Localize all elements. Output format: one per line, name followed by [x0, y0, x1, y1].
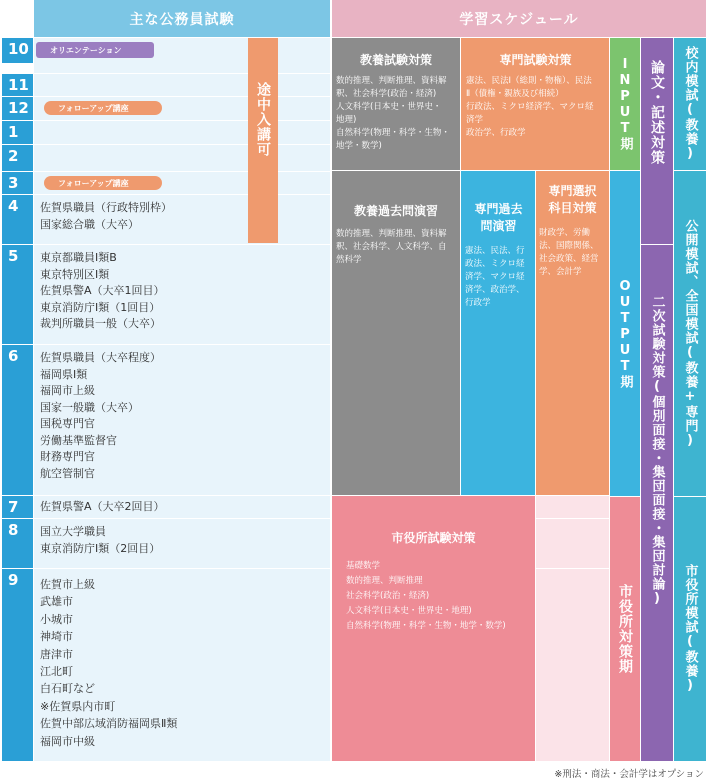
month-7: 7 [2, 496, 33, 518]
footnote: ※刑法・商法・会計学はオプション [554, 769, 704, 780]
month-11: 11 [2, 74, 33, 96]
kyoyo-kako-line: 釈、社会科学、人文科学、自 [336, 242, 447, 252]
kokai-moshi: 公開模試、全国模試(教養+専門) [674, 171, 706, 496]
exam-item: 福岡市中級 [40, 734, 95, 748]
exam-cell-9 [34, 569, 330, 761]
month-1: 1 [2, 121, 33, 144]
input-period: INPUT期 [610, 38, 640, 170]
exam-item: 佐賀県職員（行政特別枠） [40, 201, 172, 214]
senmon-kako-line: 政法、ミクロ経 [465, 259, 525, 269]
month-3: 3 [2, 172, 33, 194]
shiyakusho-title: 市役所試験対策 [391, 531, 476, 545]
senmon-line: 政治学、行政学 [466, 128, 526, 138]
senmon-line: 行政法、ミクロ経済学、マクロ経 [466, 102, 594, 112]
kyoyo-line: 人文科学(日本史・世界史・ [336, 102, 442, 112]
month-2: 2 [2, 145, 33, 171]
row-line [536, 568, 609, 569]
month-6: 6 [2, 345, 33, 495]
exam-item: 国家総合職（大卒） [40, 217, 139, 231]
exam-item: 武雄市 [40, 595, 73, 609]
kyoyo-line: 釈、社会科学(政治・経済) [336, 89, 437, 99]
row-line [536, 518, 609, 519]
header-exams: 主な公務員試験 [34, 0, 330, 37]
followup-bar-1: フォローアップ講座 [44, 101, 162, 115]
senmon-sentaku-title-2: 科目対策 [548, 201, 597, 215]
exam-item: 航空管制官 [40, 466, 95, 480]
exam-item: 東京消防庁Ⅰ類（2回目） [40, 541, 161, 555]
header-schedule: 学習スケジュール [332, 0, 706, 37]
senmon-kako-title-2: 問演習 [480, 219, 517, 233]
senmon-sentaku-line: 財政学、労働 [539, 228, 591, 238]
followup-bar-2: フォローアップ講座 [44, 176, 162, 190]
kyoyo-kako-line: 数的推理、判断推理、資料解 [336, 229, 447, 239]
exam-item: 江北町 [40, 665, 73, 679]
exam-item: 東京特別区Ⅰ類 [40, 267, 110, 281]
exam-cell-4 [34, 195, 330, 244]
month-9: 9 [2, 569, 33, 761]
exam-item: 佐賀県警A（大卒1回目） [40, 284, 165, 297]
exam-row-2 [34, 145, 330, 171]
konai-moshi: 校内模試(教養) [674, 38, 706, 170]
pink-light-area [536, 496, 609, 761]
kyoyo-line: 自然科学(物理・科学・生物・ [336, 128, 450, 138]
senmon-kako-line: 済学、政治学、 [465, 285, 525, 295]
shiyakusho-block [332, 496, 535, 761]
ronbun-taisaku: 論文・記述対策 [641, 38, 673, 244]
shiyakusho-moshi: 市役所模試(教養) [674, 497, 706, 761]
shiyakusho-period: 市役所対策期 [610, 497, 640, 761]
senmon-sentaku-line: 法、国際関係、 [539, 241, 599, 251]
exam-item: 裁判所職員一般（大卒） [40, 317, 161, 330]
exam-row-1 [34, 121, 330, 144]
shiyakusho-line: 社会科学(政治・経済) [346, 591, 430, 601]
exam-item: 福岡県Ⅰ類 [40, 367, 88, 381]
exam-item: 東京都職員Ⅰ類B [40, 251, 117, 264]
senmon-kako-title-1: 専門過去 [474, 202, 523, 216]
senmon-line: Ⅱ（債権・親族及び相続） [466, 89, 564, 99]
exam-cell-5 [34, 245, 330, 344]
month-12: 12 [2, 97, 33, 120]
senmon-line: 憲法、民法Ⅰ（総則・物権）、民法 [466, 76, 592, 86]
exam-item: 佐賀県警A（大卒2回目） [40, 500, 165, 513]
exam-item: 唐津市 [40, 647, 73, 661]
senmon-title: 専門試験対策 [499, 53, 572, 67]
exam-item: 財務専門官 [40, 450, 95, 463]
niji-shiken-taisaku: 二次試験対策(個別面接・集団面接・集団討論) [641, 245, 673, 761]
kyoyo-kako-title: 教養過去問演習 [353, 204, 438, 218]
output-period: OUTPUT期 [610, 171, 640, 496]
exam-cell-8 [34, 519, 330, 568]
exam-cell-7 [34, 496, 330, 518]
senmon-block [461, 38, 609, 170]
exam-item: 労働基準監督官 [40, 433, 117, 447]
kyoyo-line: 数的推理、判断推理、資料解 [336, 76, 447, 86]
kyoyo-kako-line: 然科学 [336, 255, 362, 265]
exam-item: 佐賀中部広域消防福岡県Ⅱ類 [40, 717, 178, 731]
senmon-kako-line: 行政学 [465, 298, 491, 308]
exam-item: ※佐賀県内市町 [40, 699, 116, 713]
exam-item: 福岡市上級 [40, 384, 95, 397]
month-10: 10 [2, 38, 33, 63]
exam-cell-6 [34, 345, 330, 495]
exam-row-11 [34, 74, 330, 96]
exam-item: 東京消防庁Ⅰ類（1回目） [40, 300, 161, 314]
senmon-line: 済学 [466, 115, 484, 125]
exam-item: 国立大学職員 [40, 525, 106, 538]
kyoyo-line: 地学・数学) [336, 141, 382, 151]
month-4: 4 [2, 195, 33, 244]
shiyakusho-line: 数的推理、判断推理 [346, 576, 423, 586]
exam-item: 小城市 [40, 612, 73, 626]
exam-item: 国家一般職（大卒） [40, 400, 139, 414]
month-5: 5 [2, 245, 33, 344]
orientation-bar: オリエンテーション [36, 42, 154, 58]
senmon-sentaku-title-1: 専門選択 [548, 184, 597, 198]
exam-item: 佐賀市上級 [40, 578, 95, 591]
exam-item: 国税専門官 [40, 417, 95, 430]
shiyakusho-line: 自然科学(物理・科学・生物・地学・数学) [346, 621, 506, 631]
exam-item: 神埼市 [40, 630, 73, 644]
kyoyo-kako-block [332, 171, 460, 495]
shiyakusho-line: 基礎数学 [346, 561, 381, 571]
senmon-sentaku-line: 社会政策、経営 [539, 254, 599, 264]
exam-item: 白石町など [40, 682, 95, 696]
kyoyo-line: 地理) [336, 115, 357, 125]
senmon-kako-line: 憲法、民法、行 [465, 246, 525, 256]
month-8: 8 [2, 519, 33, 568]
shiyakusho-line: 人文科学(日本史・世界史・地理) [346, 606, 472, 616]
senmon-sentaku-line: 学、会計学 [539, 267, 582, 277]
senmon-sentaku-block [536, 171, 609, 495]
senmon-kako-line: 済学、マクロ経 [465, 272, 525, 282]
exam-item: 佐賀県職員（大卒程度） [40, 351, 161, 364]
tochu-nyuko-bar: 途中入講可 [248, 38, 278, 243]
kyoyo-block [332, 38, 460, 170]
kyoyo-title: 教養試験対策 [359, 53, 432, 67]
senmon-kako-block [461, 171, 535, 495]
